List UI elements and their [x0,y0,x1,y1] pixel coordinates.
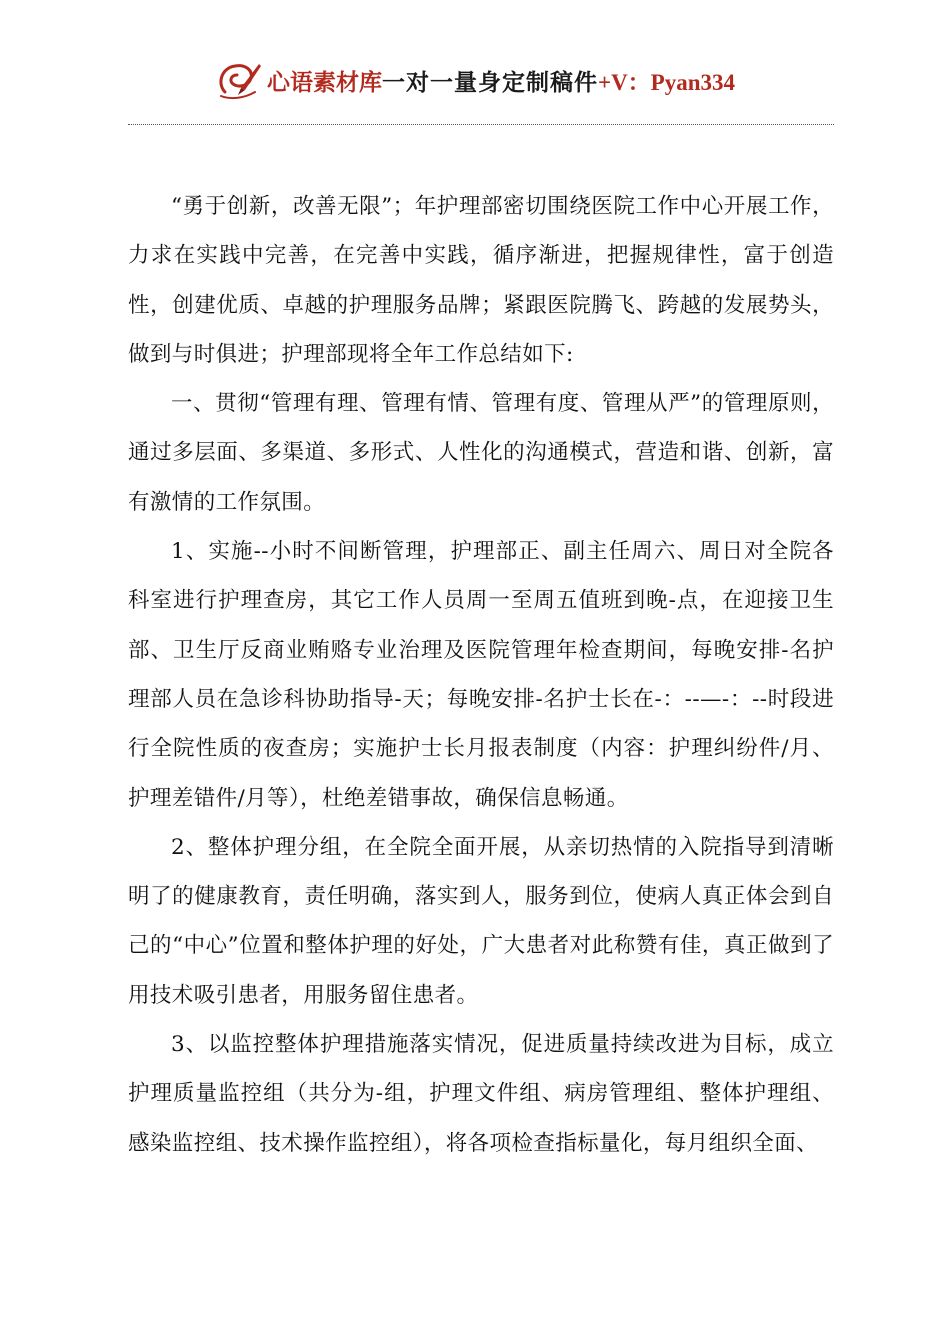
document-body [128,182,834,1168]
paragraph: 2、整体护理分组，在全院全面开展，从亲切热情的入院指导到清晰明了的健康教育，责任明确，落实到人，服务到位，使病人真正体会到自己的“中心”位置和整体护理的好处，广大患者对此称赞有佳，真正做到了用技术吸引患者，用服务留住患者。 [128,834,834,1008]
header-banner [215,58,735,102]
paragraph: 一、贯彻“管理有理、管理有情、管理有度、管理从严”的管理原则，通过多层面、多渠道、多形式、人性化的沟通模式，营造和谐、创新，富有激情的工作氛围。 [128,391,834,515]
quill-pen-swirl-icon [215,58,265,102]
tagline: 一对一量身定制稿件 [381,68,598,96]
paragraph: 1、实施--小时不间断管理，护理部正、副主任周六、周日对全院各科室进行护理查房，其它工作人员周一至周五值班到晚-点，在迎接卫生部、卫生厅反商业贿赂专业治理及医院管理年检查期间，每晚安排-名护理部人员在急诊科协助指导-天；每晚安排-名护士长在-：--—-：--时段进行全院性质的夜查房；实施护士长月报表制度（内容：护理纠纷件/月、护理差错件/月等），杜绝差错事故，确保信息畅通。 [128,539,834,811]
paragraph: “勇于创新，改善无限”；年护理部密切围绕医院工作中心开展工作，力求在实践中完善，在完善中实践，循序渐进，把握规律性，富于创造性，创建优质、卓越的护理服务品牌；紧跟医院腾飞、跨越的发展势头，做到与时俱进；护理部现将全年工作总结如下: [128,194,834,367]
header-divider [128,124,834,125]
brand-name: 心语素材库 [266,68,382,96]
contact-info: +V：Pyan334 [597,69,736,95]
paragraph: 3、以监控整体护理措施落实情况，促进质量持续改进为目标，成立护理质量监控组（共分为-组，护理文件组、病房管理组、整体护理组、感染监控组、技术操作监控组），将各项检查指标量化，每月组织全面、 [128,1032,834,1156]
document-header [0,58,950,106]
